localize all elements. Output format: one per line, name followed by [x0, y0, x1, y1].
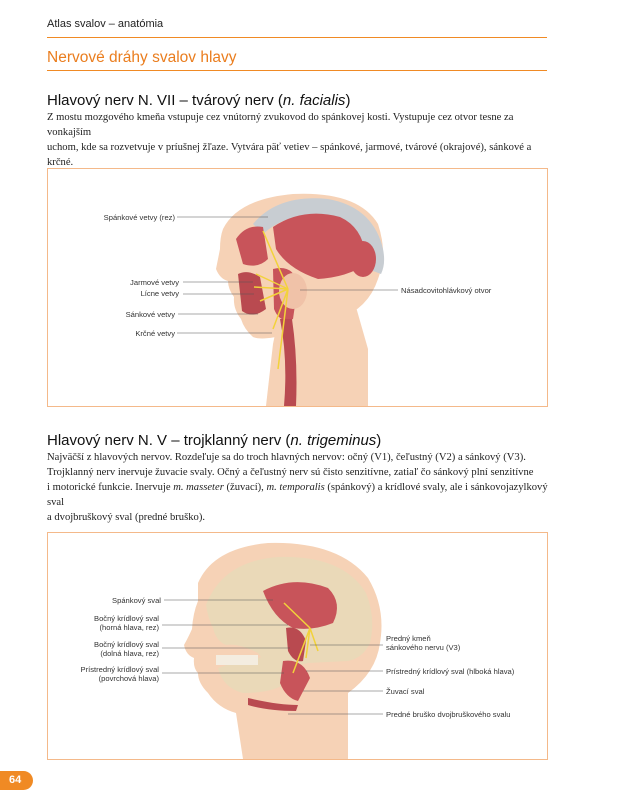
- page-number: 64: [9, 774, 22, 786]
- facial-nerve-heading: Hlavový nerv N. VII – tvárový nerv (n. facialis): [47, 92, 351, 109]
- label-anterior-trunk: Predný kmeň: [386, 634, 431, 643]
- header-rule: [47, 37, 547, 38]
- label-lat-pterygoid-lower-note: (dolná hlava, rez): [100, 649, 159, 658]
- label-temporal-branches: Spánkové vetvy (rez): [103, 213, 175, 222]
- label-lat-pterygoid-upper: Bočný krídlový sval: [94, 614, 159, 623]
- trigeminal-nerve-heading: Hlavový nerv N. V – trojklanný nerv (n. trigeminus): [47, 432, 382, 449]
- label-anterior-trunk-note: sánkového nervu (V3): [386, 643, 461, 652]
- label-med-pterygoid-deep: Prístredný krídlový sval (hlboká hlava): [386, 667, 515, 676]
- facial-nerve-text: Z mostu mozgového kmeňa vstupuje cez vnútorný zvukovod do spánkovej kosti. Vystupuje cez otvor tesne za vonkajším uchom, kde sa rozvetvuje v príušnej žľaze. Vytvára päť vetiev – spánkové, jarmové, tvárové (okrajové), sánkové a krčné.: [47, 112, 532, 168]
- label-masseter: Žuvací sval: [386, 687, 425, 696]
- label-stylomastoid-foramen: Násadcovitohlávkový otvor: [401, 286, 492, 295]
- label-zygomatic-branches: Jarmové vetvy: [130, 278, 179, 287]
- label-temporalis: Spánkový sval: [112, 596, 161, 605]
- label-med-pterygoid-superficial-note: (povrchová hlava): [98, 674, 159, 683]
- section-title: Nervové dráhy svalov hlavy: [47, 49, 237, 66]
- label-mandibular-branches: Sánkové vetvy: [125, 310, 175, 319]
- section-rule: [47, 70, 547, 71]
- label-lat-pterygoid-upper-note: (horná hlava, rez): [99, 623, 159, 632]
- trigeminal-nerve-text: Najväčší z hlavových nervov. Rozdeľuje sa do troch hlavných nervov: očný (V1), čeľustný (V2) a sánkový (V3). Trojklanný nerv inervuje žuvacie svaly. Očný a čeľustný nerv sú čisto senzitívne, zatiaľ čo sánkový plní senzitívne i motorické funkcie. Inervuje m. masseter (žuvací), m. temporalis (spánkový) a krídlové svaly, ale i sánkovojazylkový sval a dvojbruškový sval (predné bruško).: [47, 452, 548, 523]
- label-buccal-branches: Lícne vetvy: [140, 289, 179, 298]
- label-cervical-branches: Krčné vetvy: [135, 329, 175, 338]
- running-title: Atlas svalov – anatómia: [47, 18, 164, 30]
- trigeminal-nerve-figure: [47, 532, 548, 760]
- facial-nerve-figure: [47, 168, 548, 407]
- label-lat-pterygoid-lower: Bočný krídlový sval: [94, 640, 159, 649]
- label-med-pterygoid-superficial: Prístredný krídlový sval: [80, 665, 159, 674]
- label-digastric-anterior: Predné bruško dvojbruškového svalu: [386, 710, 511, 719]
